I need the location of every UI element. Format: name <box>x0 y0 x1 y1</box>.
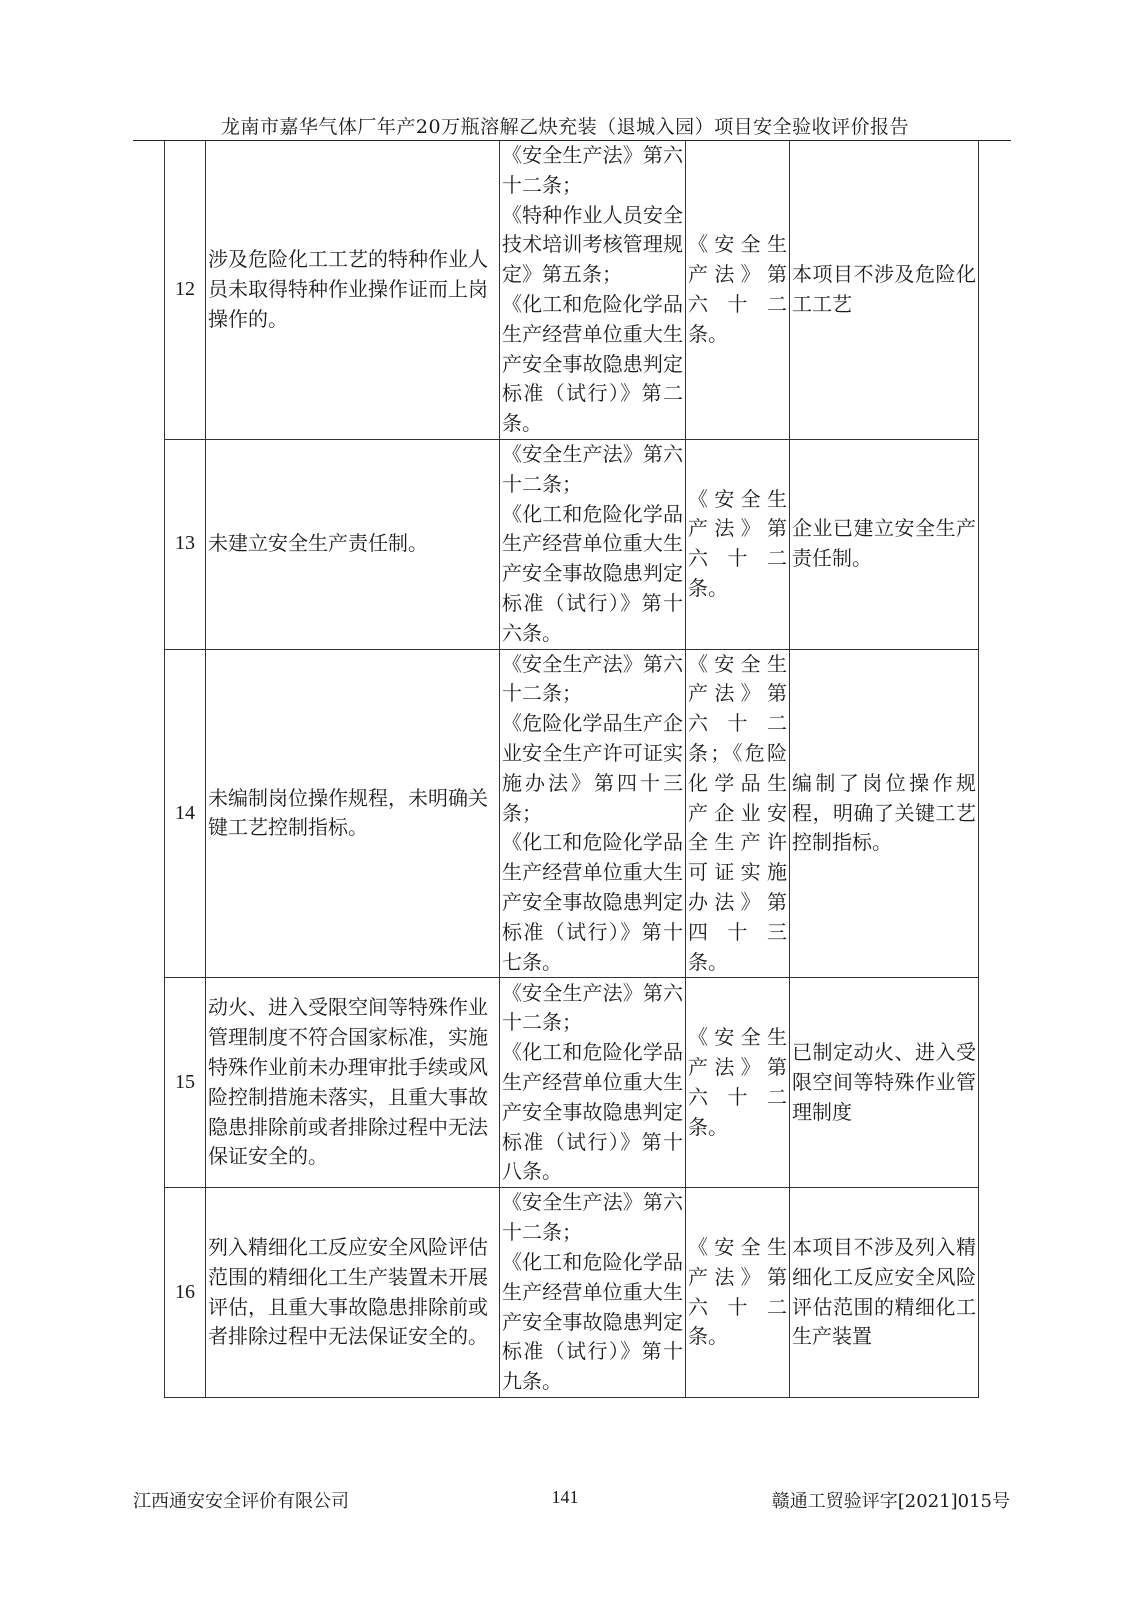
legal-basis: 《安全生产法》第六十二条。 <box>686 141 790 439</box>
legal-basis: 《安全生产法》第六十二条。 <box>686 439 790 649</box>
check-basis <box>500 649 686 978</box>
basis-line: 《化工和危险化学品生产经营单位重大生产安全事故隐患判定标准（试行）》第十七条。 <box>502 830 683 974</box>
check-item: 未编制岗位操作规程，未明确关键工艺控制指标。 <box>206 649 500 978</box>
table-row <box>165 439 979 649</box>
footer-report-number: 赣通工贸验评字[2021]015号 <box>771 1491 1010 1512</box>
check-basis <box>500 1188 686 1398</box>
footer-company: 江西通安安全评价有限公司 <box>133 1491 349 1512</box>
page-header-title: 龙南市嘉华气体厂年产20万瓶溶解乙炔充装（退城入园）项目安全验收评价报告 <box>220 116 910 138</box>
check-result: 编制了岗位操作规程，明确了关键工艺控制指标。 <box>790 649 979 978</box>
row-number: 15 <box>165 978 206 1188</box>
check-item: 未建立安全生产责任制。 <box>206 439 500 649</box>
check-item: 涉及危险化工工艺的特种作业人员未取得特种作业操作证而上岗操作的。 <box>206 141 500 439</box>
table-row <box>165 978 979 1188</box>
basis-line: 《安全生产法》第六十二条； <box>502 143 683 197</box>
table-row <box>165 649 979 978</box>
check-basis <box>500 439 686 649</box>
check-item: 动火、进入受限空间等特殊作业管理制度不符合国家标准，实施特殊作业前未办理审批手续或风险控制措施未落实，且重大事故隐患排除前或者排除过程中无法保证安全的。 <box>206 978 500 1188</box>
legal-basis: 《安全生产法》第六十二条。 <box>686 1188 790 1398</box>
row-number: 14 <box>165 649 206 978</box>
check-item: 列入精细化工反应安全风险评估范围的精细化工生产装置未开展评估，且重大事故隐患排除前或者排除过程中无法保证安全的。 <box>206 1188 500 1398</box>
basis-line: 《化工和危险化学品生产经营单位重大生产安全事故隐患判定标准（试行）》第十八条。 <box>502 1040 683 1184</box>
basis-line: 《化工和危险化学品生产经营单位重大生产安全事故隐患判定标准（试行）》第二条。 <box>502 291 683 436</box>
basis-line: 《安全生产法》第六十二条； <box>502 980 683 1035</box>
basis-line: 《安全生产法》第六十二条； <box>502 1190 683 1245</box>
table-row <box>165 1188 979 1398</box>
basis-line: 《危险化学品生产企业安全生产许可证实施办法》第四十三条； <box>502 711 683 825</box>
legal-basis: 《安全生产法》第六十二条。 <box>686 978 790 1188</box>
check-basis <box>500 978 686 1188</box>
check-result: 已制定动火、进入受限空间等特殊作业管理制度 <box>790 978 979 1188</box>
check-result: 本项目不涉及危险化工工艺 <box>790 141 979 439</box>
row-number: 16 <box>165 1188 206 1398</box>
basis-line: 《安全生产法》第六十二条； <box>502 651 683 706</box>
row-number: 12 <box>165 141 206 439</box>
footer-page-number: 141 <box>551 1487 579 1507</box>
table-row <box>165 141 979 439</box>
basis-line: 《特种作业人员安全技术培训考核管理规定》第五条； <box>502 202 683 287</box>
check-result: 本项目不涉及列入精细化工反应安全风险评估范围的精细化工生产装置 <box>790 1188 979 1398</box>
basis-line: 《安全生产法》第六十二条； <box>502 441 683 496</box>
legal-basis: 《安全生产法》第六十二条；《危险化学品生产企业安全生产许可证实施办法》第四十三条。 <box>686 649 790 978</box>
row-number: 13 <box>165 439 206 649</box>
check-basis <box>500 141 686 439</box>
basis-line: 《化工和危险化学品生产经营单位重大生产安全事故隐患判定标准（试行）》第十六条。 <box>502 501 683 645</box>
hazard-check-table <box>164 141 979 1398</box>
basis-line: 《化工和危险化学品生产经营单位重大生产安全事故隐患判定标准（试行）》第十九条。 <box>502 1249 683 1394</box>
check-result: 企业已建立安全生产责任制。 <box>790 439 979 649</box>
